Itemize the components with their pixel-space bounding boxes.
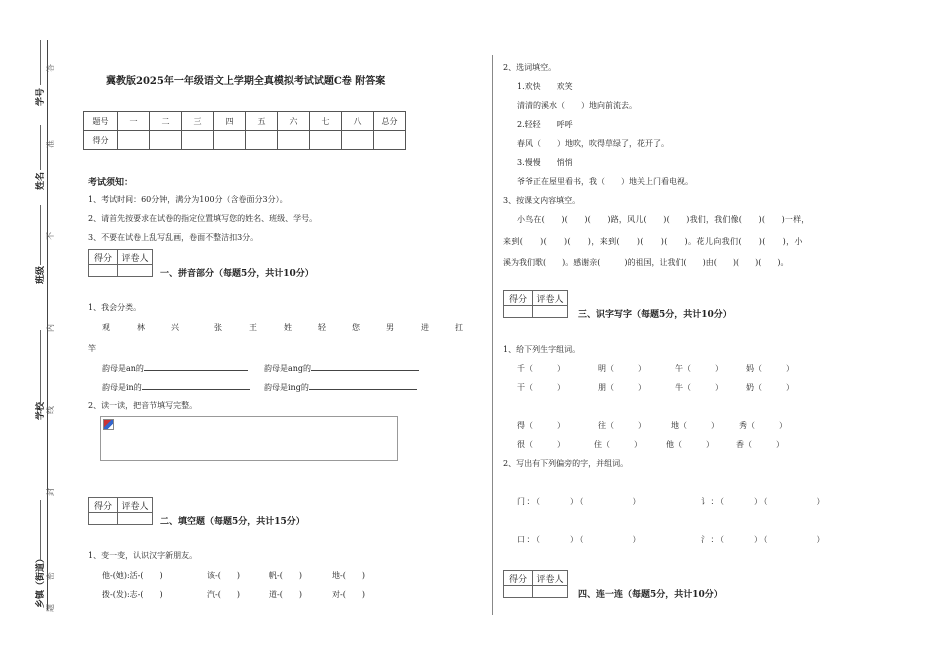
page-title: 冀教版2025年一年级语文上学期全真模拟考试试题C卷 附答案 [106,76,386,87]
section4-title: 四、连一连（每题5分，共计10分） [578,590,723,600]
margin-char: 密 [46,572,55,580]
radical-item: 讠：（ ）（ ） [701,497,826,506]
margin-char: 线 [46,406,55,414]
s1-q1-stem: 1、我会分类。 [88,303,142,312]
grader-reviewer-cell[interactable] [118,513,153,525]
blank-row [102,380,250,393]
blank-label: 韵母是ing的 [264,383,309,392]
score-cell[interactable] [214,131,246,150]
class-label: 班级 [36,265,46,284]
word-item: 明（ ） [598,364,646,373]
grader-reviewer-label: 评卷人 [118,250,153,265]
word-item: 得（ ） [517,421,565,430]
char-item: 张 [214,323,222,332]
word-item: 汽-( ) [207,590,240,599]
r-q2-line: 3.慢慢 悄悄 [517,158,573,167]
r-q3-line: 溪为我们歌( )。感谢亲( )的祖国，让我们( )由( )( )( )。 [503,258,789,267]
score-cell[interactable] [150,131,182,150]
grader-reviewer-cell[interactable] [118,265,153,277]
broken-image-icon [103,419,114,430]
s3-q1-stem: 1、给下列生字组词。 [503,345,581,354]
word-item: 朋（ ） [598,383,646,392]
blank-label: 韵母是in的 [102,383,142,392]
answer-line[interactable] [144,361,248,371]
char-item: 林 [137,323,145,332]
fill-line-id[interactable] [40,40,41,85]
word-item: 奶（ ） [746,383,794,392]
grader-reviewer-cell[interactable] [533,586,568,598]
notice-item: 3、不要在试卷上乱写乱画，卷面不整洁扣3分。 [88,233,259,242]
word-item: 往（ ） [598,421,646,430]
blank-row [264,380,417,393]
word-item: 该-( ) [207,571,240,580]
grader-score-cell[interactable] [89,265,118,277]
blank-label: 韵母是ang的 [264,364,312,373]
char-item: 姓 [284,323,292,332]
margin-char: 准 [46,140,55,148]
grader-box [503,570,568,598]
s1-q2-stem: 2、读一读，把音节填写完整。 [88,401,198,410]
score-row-label: 得分 [84,131,118,150]
image-placeholder [100,416,398,461]
blank-label: 韵母是an的 [102,364,144,373]
grader-score-cell[interactable] [504,306,533,318]
char-item: 轻 [318,323,326,332]
score-header: 五 [246,112,278,131]
grader-score-label: 得分 [89,498,118,513]
r-q2-line: 2.轻轻 呼呼 [517,120,573,129]
score-table [83,111,406,150]
school-label: 学校 [36,401,46,420]
r-q2-line: 爷爷正在屋里看书，我（ ）地关上门看电视。 [517,177,693,186]
fill-line-class[interactable] [40,205,41,265]
word-item: 地-( ) [332,571,365,580]
notice-item: 2、请首先按要求在试卷的指定位置填写您的姓名、班级、学号。 [88,214,318,223]
word-item: 千（ ） [517,364,565,373]
word-item: 妈（ ） [746,364,794,373]
score-cell[interactable] [278,131,310,150]
word-item: 住（ ） [594,440,642,449]
answer-line[interactable] [309,380,417,390]
r-q2-stem: 2、选词填空。 [503,63,557,72]
word-item: 地（ ） [671,421,719,430]
word-item: 他-(她):活-( ) [102,571,163,580]
score-header: 三 [182,112,214,131]
margin-char: 内 [46,324,55,332]
section1-title: 一、拼音部分（每题5分，共计10分） [160,269,314,279]
r-q2-line: 1.欢快 欢笑 [517,82,573,91]
notice-item: 1、考试时间：60分钟，满分为100分（含卷面分3分）。 [88,195,288,204]
char-item: 您 [352,323,360,332]
char-item: 男 [386,323,394,332]
score-cell[interactable] [118,131,150,150]
char-item: 王 [249,323,257,332]
town-label: 乡镇（街道） [36,553,46,608]
grader-reviewer-label: 评卷人 [533,291,568,306]
score-header: 题号 [84,112,118,131]
word-item: 对-( ) [332,590,365,599]
score-header: 一 [118,112,150,131]
student-id-label: 学号 [36,87,46,106]
section2-title: 二、填空题（每题5分，共计15分） [160,517,305,527]
answer-line[interactable] [142,380,250,390]
margin-char: 题 [46,604,55,612]
grader-reviewer-label: 评卷人 [118,498,153,513]
word-item: 道-( ) [269,590,302,599]
column-divider [492,55,493,615]
grader-box [88,249,153,277]
s3-q2-stem: 2、写出有下列偏旁的字，并组词。 [503,459,629,468]
score-header: 二 [150,112,182,131]
margin-char: 不 [46,232,55,240]
word-item: 帆-( ) [269,571,302,580]
radical-item: 口：（ ）（ ） [517,535,642,544]
word-item: 牛（ ） [675,383,723,392]
grader-box [88,497,153,525]
margin-char: 答 [46,64,55,72]
r-q3-stem: 3、按课文内容填空。 [503,196,581,205]
score-header: 七 [310,112,342,131]
name-label: 姓名 [36,171,46,190]
score-header: 总分 [374,112,406,131]
r-q2-line: 春风（ ）地吹，吹得草绿了，花开了。 [517,139,669,148]
r-q3-line: 小鸟在( )( )( )路，风儿( )( )我们，我们像( )( )一样， [517,215,810,224]
r-q2-line: 清清的溪水（ ）地向前流去。 [517,101,637,110]
margin-char: 封 [46,488,55,496]
r-q3-line: 来到( )( )( )，来到( )( )( )。花儿向我们( )( )，小 [503,237,803,246]
grader-box [503,290,568,318]
blank-row [264,361,419,374]
word-item: 午（ ） [675,364,723,373]
grader-score-label: 得分 [89,250,118,265]
word-item: 香（ ） [736,440,784,449]
grader-reviewer-label: 评卷人 [533,571,568,586]
char-item: 观 [102,323,110,332]
grader-score-label: 得分 [504,571,533,586]
s2-q1-stem: 1、变一变，认识汉字新朋友。 [88,551,198,560]
word-item: 很（ ） [517,440,565,449]
score-header: 六 [278,112,310,131]
score-header: 八 [342,112,374,131]
word-item: 拨-(发):志-( ) [102,590,163,599]
section3-title: 三、识字写字（每题5分，共计10分） [578,310,732,320]
grader-score-cell[interactable] [504,586,533,598]
score-cell[interactable] [342,131,374,150]
score-cell[interactable] [246,131,278,150]
fill-line-town[interactable] [40,500,41,560]
word-item: 秀（ ） [739,421,787,430]
score-cell[interactable] [310,131,342,150]
word-item: 他（ ） [666,440,714,449]
radical-item: 氵：（ ）（ ） [701,535,826,544]
blank-row [102,361,248,374]
fill-line-school[interactable] [40,330,41,405]
score-cell[interactable] [374,131,406,150]
char-item: 进 [421,323,429,332]
fill-line-name[interactable] [40,125,41,170]
char-item: 竿 [88,344,96,353]
char-item: 兴 [171,323,179,332]
radical-item: 门：（ ）（ ） [517,497,642,506]
grader-score-cell[interactable] [89,513,118,525]
grader-reviewer-cell[interactable] [533,306,568,318]
answer-line[interactable] [311,361,419,371]
char-item: 扛 [455,323,463,332]
word-item: 干（ ） [517,383,565,392]
grader-score-label: 得分 [504,291,533,306]
score-header: 四 [214,112,246,131]
score-cell[interactable] [182,131,214,150]
notice-title: 考试须知： [88,178,134,188]
